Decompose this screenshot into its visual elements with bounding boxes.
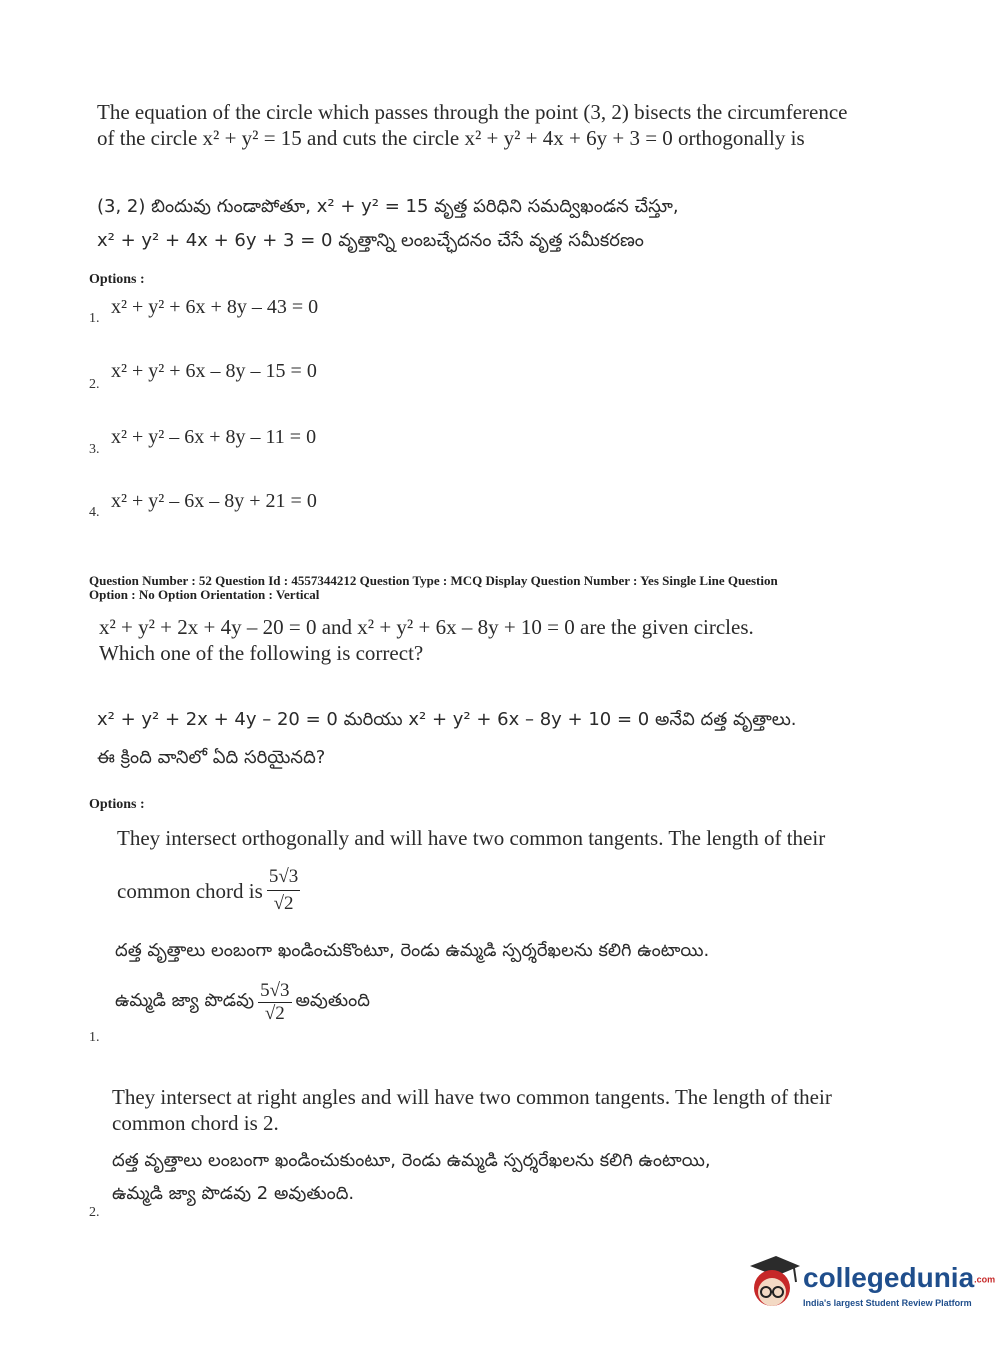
q52-english-line1: x² + y² + 2x + 4y – 20 = 0 and x² + y² + 6x – 8y + 10 = 0 are the given circles. (99, 615, 754, 639)
logo-wordmark (803, 1262, 995, 1294)
q52-option1-number: 1. (89, 1030, 100, 1045)
logo-name: collegedunia (803, 1262, 975, 1293)
fraction-numerator: 5√3 (267, 864, 300, 891)
q52-option1-telugu-line2 (115, 980, 370, 1025)
q51-english-line1: The equation of the circle which passes through the point (3, 2) bisects the circumference (97, 100, 848, 124)
logo-tagline: India's largest Student Review Platform (803, 1298, 972, 1308)
q52-telugu-line1: x² + y² + 2x + 4y – 20 = 0 మరియు x² + y² + 6x – 8y + 10 = 0 అనేవి దత్త వృత్తాలు. (97, 709, 797, 730)
fraction-numerator: 5√3 (260, 980, 290, 1001)
q52-option1-english-line1: They intersect orthogonally and will have two common tangents. The length of their (117, 826, 826, 850)
q52-metadata-line1: Question Number : 52 Question Id : 4557344212 Question Type : MCQ Display Question Number : Yes Single Line Question (89, 573, 778, 588)
q52-telugu-line2: ఈ క్రింది వానిలో ఏది సరియైనది? (97, 747, 326, 768)
q51-options-label: Options : (89, 272, 145, 287)
q51-option3-number: 3. (89, 442, 100, 457)
q52-option1-telugu-fraction (258, 980, 291, 1025)
q52-option1-telugu-prefix: ఉమ్మడి జ్యా పొడవు (115, 990, 255, 1011)
q52-option1-chord-label: common chord is (117, 878, 263, 903)
fraction-denominator: √2 (273, 893, 294, 914)
q52-english-line2: Which one of the following is correct? (99, 641, 424, 665)
q51-option1-number: 1. (89, 311, 100, 326)
q52-option1-telugu-suffix: అవుతుంది (295, 990, 370, 1011)
q51-option4-number: 4. (89, 505, 100, 520)
q52-options-label: Options : (89, 797, 145, 812)
q52-option2-english-line2: common chord is 2. (112, 1111, 279, 1135)
q52-option1-fraction (267, 864, 300, 917)
q51-option1-text: x² + y² + 6x + 8y – 43 = 0 (111, 296, 319, 318)
logo-suffix: .com (974, 1274, 996, 1285)
collegedunia-mascot-logo (742, 1252, 802, 1312)
q51-telugu-line1: (3, 2) బిందువు గుండాపోతూ, x² + y² = 15 వృత్త పరిధిని సమద్విఖండన చేస్తూ, (97, 196, 679, 217)
q52-option2-telugu-line2: ఉమ్మడి జ్యా పొడవు 2 అవుతుంది. (112, 1183, 355, 1204)
q52-option1-telugu-line1: దత్త వృత్తాలు లంబంగా ఖండించుకొంటూ, రెండు ఉమ్మడి స్పర్శరేఖలను కలిగి ఉంటాయి. (115, 940, 710, 961)
q51-option3-text: x² + y² – 6x + 8y – 11 = 0 (111, 426, 317, 448)
q52-metadata-line2: Option : No Option Orientation : Vertical (89, 587, 320, 602)
q51-english-line2: of the circle x² + y² = 15 and cuts the circle x² + y² + 4x + 6y + 3 = 0 orthogonally is (97, 126, 805, 150)
q52-option1-english-line2 (117, 864, 304, 917)
q51-telugu-line2: x² + y² + 4x + 6y + 3 = 0 వృత్తాన్ని లంబచ్ఛేదనం చేసే వృత్త సమీకరణం (97, 230, 644, 251)
q51-option2-number: 2. (89, 377, 100, 392)
q52-option2-telugu-line1: దత్త వృత్తాలు లంబంగా ఖండించుకుంటూ, రెండు ఉమ్మడి స్పర్శరేఖలను కలిగి ఉంటాయి, (112, 1150, 711, 1171)
q51-option2-text: x² + y² + 6x – 8y – 15 = 0 (111, 360, 317, 382)
q52-option2-english-line1: They intersect at right angles and will have two common tangents. The length of their (112, 1085, 832, 1109)
q52-option2-number: 2. (89, 1205, 100, 1220)
q51-option4-text: x² + y² – 6x – 8y + 21 = 0 (111, 490, 317, 512)
fraction-denominator: √2 (264, 1003, 285, 1024)
